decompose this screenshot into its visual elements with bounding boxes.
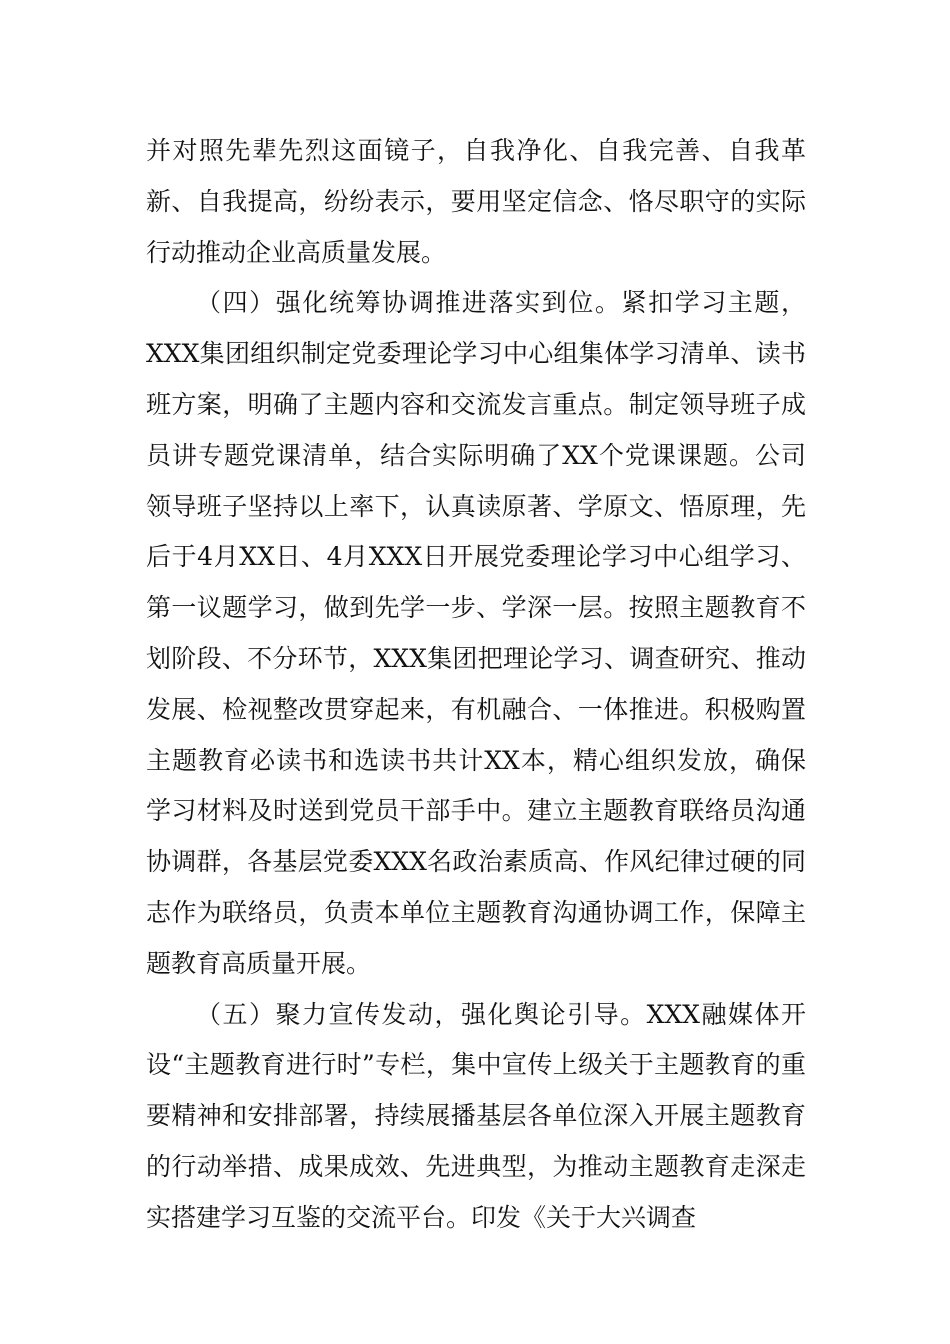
paragraph-section-4: （四）强化统筹协调推进落实到位。紧扣学习主题，XXX集团组织制定党委理论学习中心组集体学习清单、读书班方案，明确了主题内容和交流发言重点。制定领导班子成员讲专题党课清单，结合实际明确了XX个党课课题。公司领导班子坚持以上率下，认真读原著、学原文、悟原理，先后于4月XX日、4月XXX日开展党委理论学习中心组学习、第一议题学习，做到先学一步、学深一层。按照主题教育不划阶段、不分环节，XXX集团把理论学习、调查研究、推动发展、检视整改贯穿起来，有机融合、一体推进。积极购置主题教育必读书和选读书共计XX本，精心组织发放，确保学习材料及时送到党员干部手中。建立主题教育联络员沟通协调群，各基层党委XXX名政治素质高、作风纪律过硬的同志作为联络员，负责本单位主题教育沟通协调工作，保障主题教育高质量开展。 xyxy=(146,288,806,978)
document-body xyxy=(146,126,806,1244)
paragraph-section-5: （五）聚力宣传发动，强化舆论引导。XXX融媒体开设“主题教育进行时”专栏，集中宣传上级关于主题教育的重要精神和安排部署，持续展播基层各单位深入开展主题教育的行动举措、成果成效、先进典型，为推动主题教育走深走实搭建学习互鉴的交流平台。印发《关于大兴调查 xyxy=(146,999,806,1232)
paragraph-continuation: 并对照先辈先烈这面镜子，自我净化、自我完善、自我革新、自我提高，纷纷表示，要用坚定信念、恪尽职守的实际行动推动企业高质量发展。 xyxy=(146,136,806,267)
